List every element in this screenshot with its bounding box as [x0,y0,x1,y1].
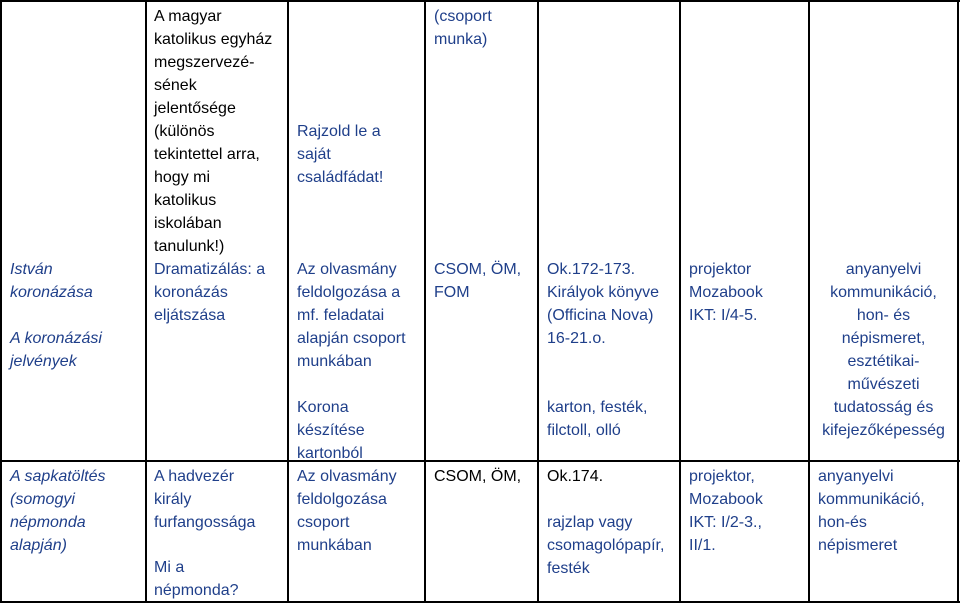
column-divider [424,0,426,603]
column-divider [145,0,147,603]
row2-competencies: anyanyelvi kommunikáció, hon-és népismeret [818,468,925,554]
table-border-bottom [0,601,960,603]
row1-task-crown: Korona készítése kartonból [297,399,365,462]
row1-workform-group: (csoport munka) [434,8,492,48]
row1-task-reading: Az olvasmány feldolgozása a mf. feladatai alapján csoport munkában [297,261,406,370]
row2-question: Mi a népmonda? [154,559,239,599]
row2-topic: A sapkatöltés (somogyi népmonda alapján) [10,468,106,554]
row2-task-reading: Az olvasmány feldolgozása csoport munkában [297,468,397,554]
row1-tools: projektor Mozabook IKT: I/4-5. [689,261,763,324]
row1-activity: Dramatizálás: a koronázás eljátszása [154,261,266,324]
table-border-right [957,0,959,603]
column-divider [679,0,681,603]
row2-workform: CSOM, ÖM, [434,468,522,485]
row2-sources: Ok.174. [547,468,604,485]
row1-materials: karton, festék, filctoll, olló [547,399,648,439]
row1-subtopic: A koronázási jelvények [10,330,102,370]
row2-materials: rajzlap vagy csomagolópapír, festék [547,514,665,577]
row1-competencies: anyanyelvi kommunikáció, hon- és népismeret, esztétikai- művészeti tudatosság és kifejezőképesség [822,261,945,439]
row1-topic: István koronázása [10,261,93,301]
table-border-left [0,0,2,603]
row2-tools: projektor, Mozabook IKT: I/2-3., II/1. [689,468,763,554]
row1-sources: Ok.172-173. Királyok könyve (Officina Nova) 16-21.o. [547,261,660,347]
row1-goal: A magyar katolikus egyház megszervezé- sének jelentősége (különös tekintettel arra, hogy mi katolikus iskolában tanulunk!) [154,8,273,255]
table-row-divider [0,460,960,462]
column-divider [287,0,289,603]
table-border-top [0,0,960,2]
column-divider [537,0,539,603]
row2-goal: A hadvezér király furfangossága [154,468,256,531]
row1-task-drawing: Rajzold le a saját családfádat! [297,123,384,186]
row1-workform: CSOM, ÖM, FOM [434,261,522,301]
